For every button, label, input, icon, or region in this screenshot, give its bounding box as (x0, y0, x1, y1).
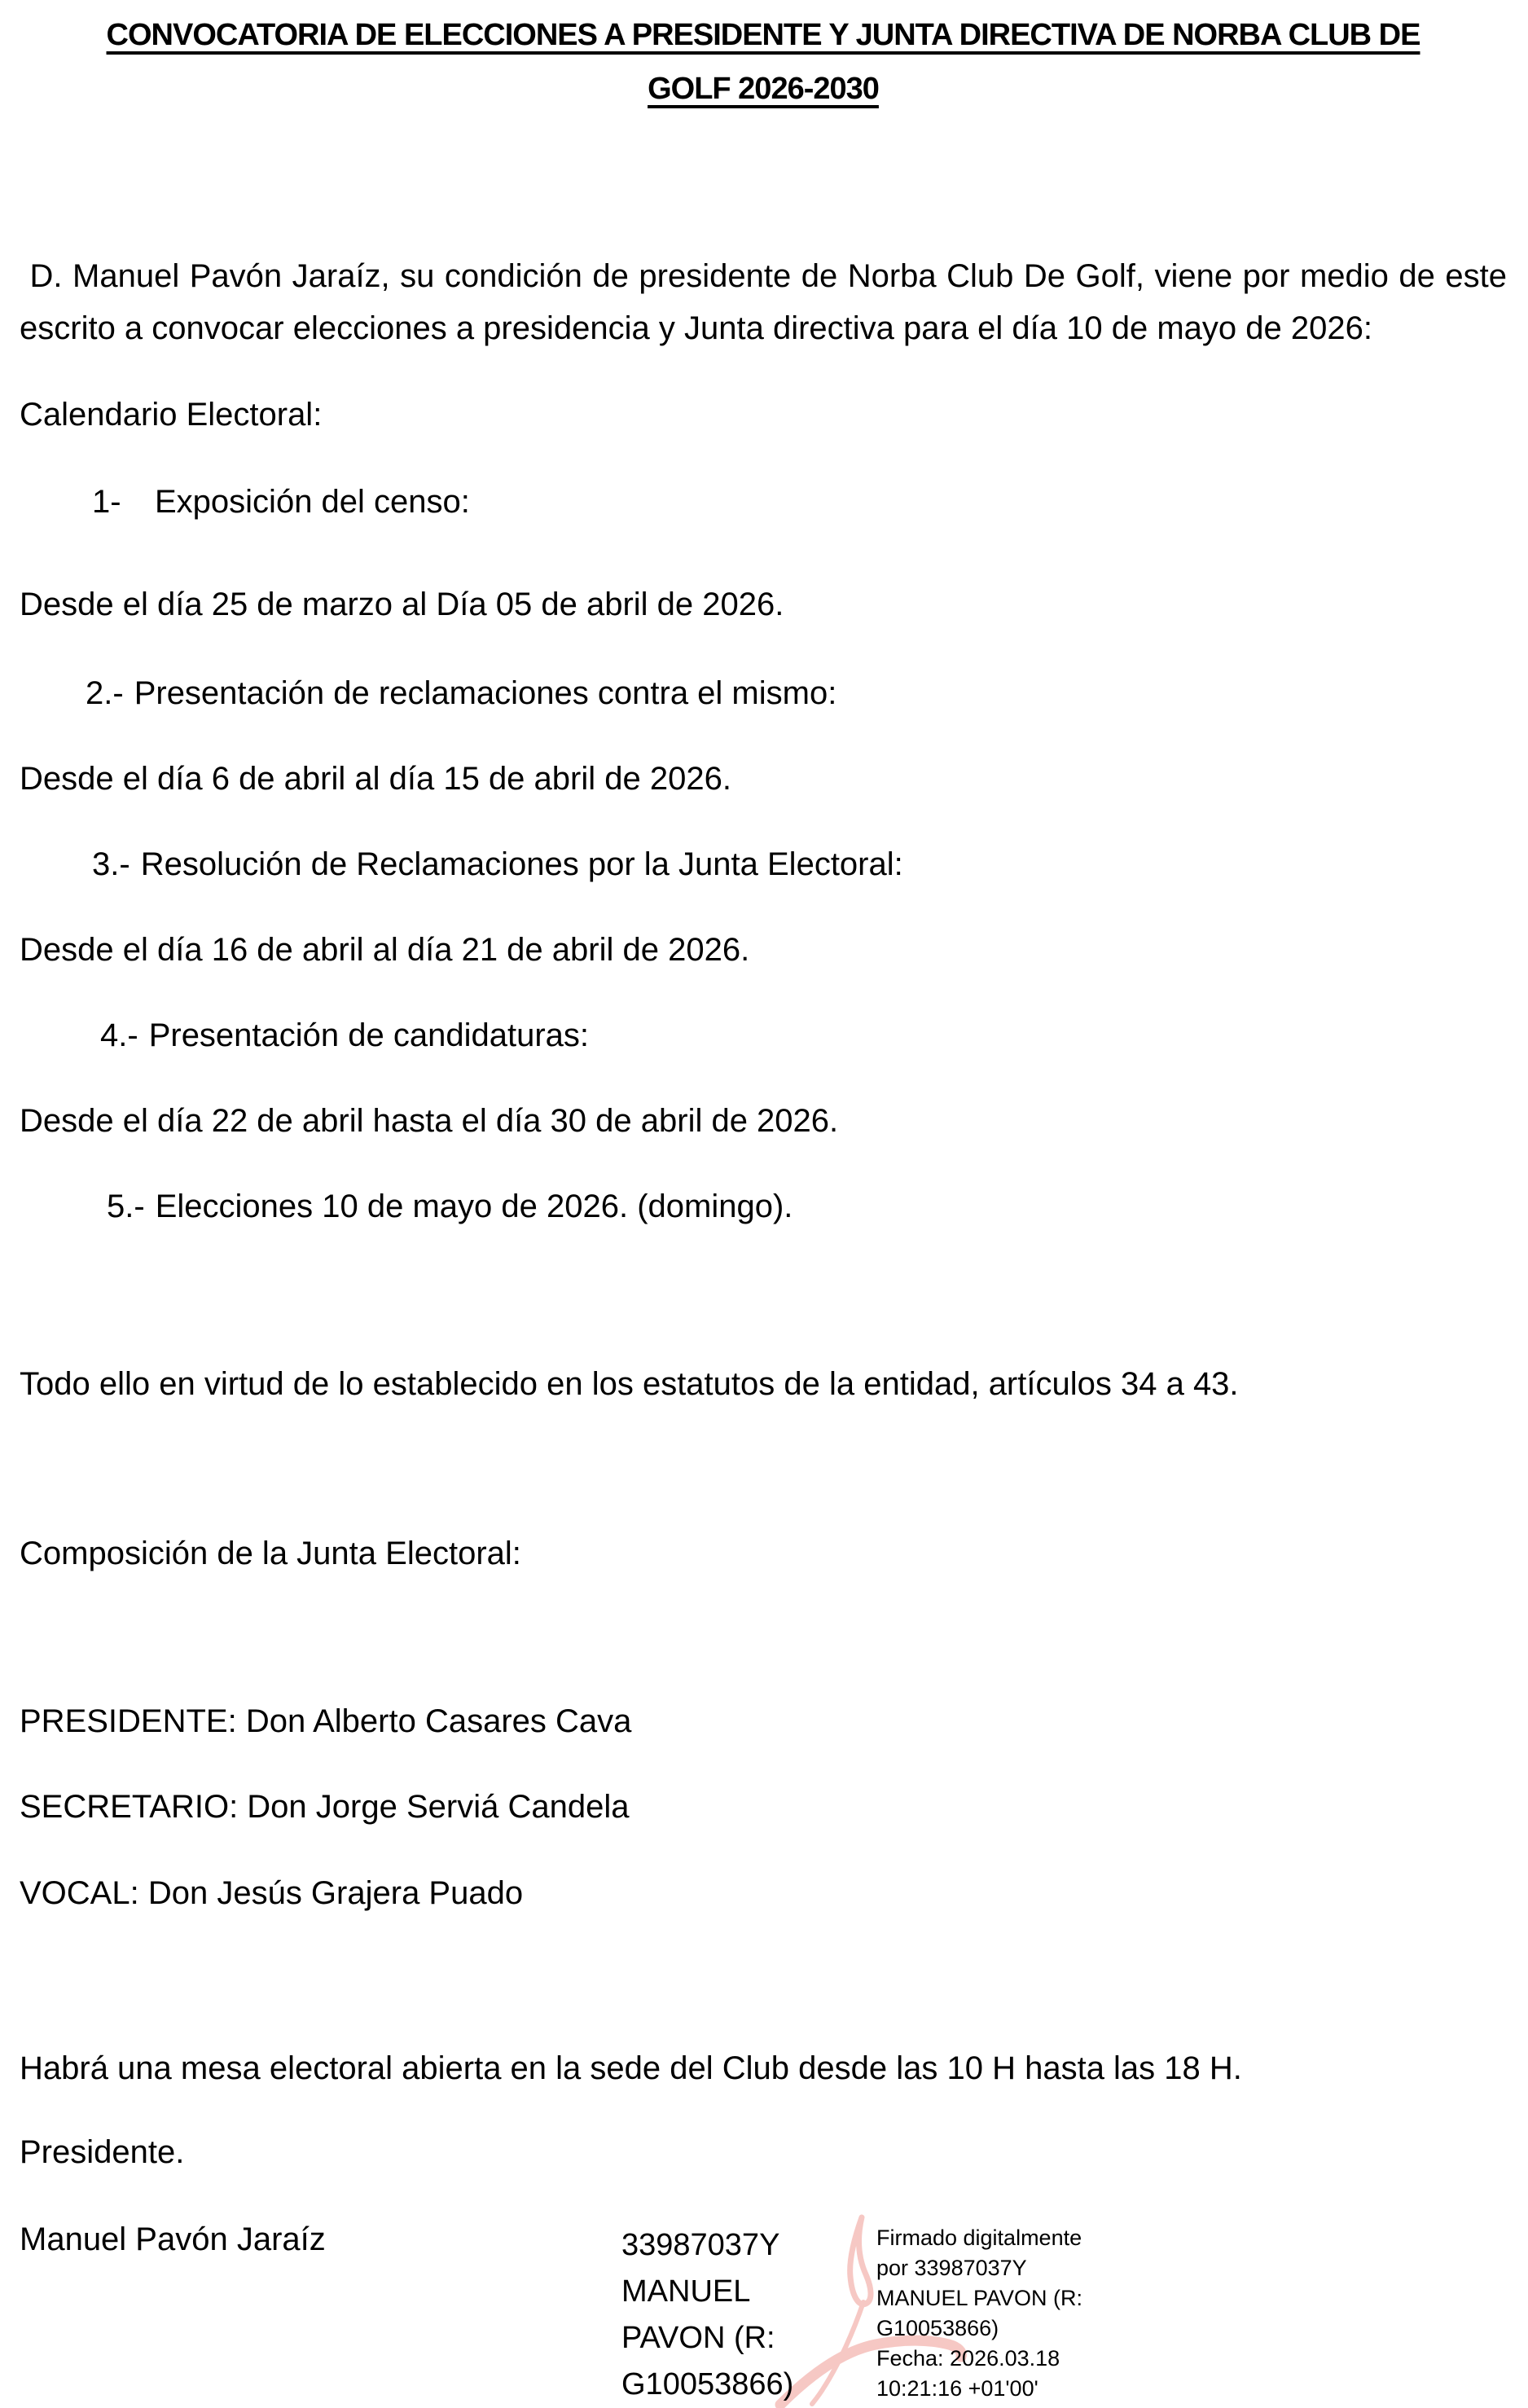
calendar-item-4-label: Presentación de candidaturas: (148, 1017, 590, 1053)
signature-subject-line: MANUEL (621, 2274, 751, 2309)
calendar-item-2 (86, 667, 1507, 719)
calendar-item-4-date: Desde el día 22 de abril hasta el día 30 de abril de 2026. (20, 1103, 839, 1139)
calendar-item-3-date: Desde el día 16 de abril al día 21 de abril de 2026. (20, 932, 750, 968)
calendar-item-1 (92, 476, 1507, 528)
calendar-item-3-label: Resolución de Reclamaciones por la Junta Electoral: (140, 846, 903, 882)
calendar-item-1-marker: 1- (92, 484, 121, 520)
signature-details-line: Fecha: 2026.03.18 (876, 2346, 1060, 2371)
document-title-line-1: CONVOCATORIA DE ELECCIONES A PRESIDENTE Y JUNTA DIRECTIVA DE NORBA CLUB DE (106, 18, 1420, 52)
digital-signature-details (876, 2223, 1082, 2404)
signature-subject-line: PAVON (R: (621, 2321, 775, 2355)
calendar-heading: Calendario Electoral: (20, 397, 323, 433)
signature-details-line: MANUEL PAVON (R: (876, 2286, 1083, 2310)
signature-subject-line: 33987037Y (621, 2228, 780, 2262)
board-secretary: SECRETARIO: Don Jorge Serviá Candela (20, 1789, 630, 1825)
closing-role: Presidente. (20, 2134, 185, 2170)
calendar-item-4-marker: 4.- (100, 1017, 138, 1053)
calendar-item-5-label: Elecciones 10 de mayo de 2026. (domingo). (155, 1189, 793, 1224)
calendar-item-4 (100, 1009, 1507, 1061)
document-title (20, 8, 1507, 116)
signature-details-line: 10:21:16 +01'00' (876, 2376, 1038, 2401)
calendar-item-5-marker: 5.- (107, 1189, 145, 1224)
intro-paragraph: D. Manuel Pavón Jaraíz, su condición de presidente de Norba Club De Golf, viene por medio de este escrito a convocar elecciones a presidencia y Junta directiva para el día 10 de mayo de 2026: (20, 258, 1517, 346)
calendar-item-1-label: Exposición del censo: (155, 484, 470, 520)
document-title-line-2: GOLF 2026-2030 (648, 72, 879, 106)
signature-details-line: G10053866) (876, 2316, 999, 2340)
calendar-item-2-label: Presentación de reclamaciones contra el mismo: (134, 675, 837, 711)
calendar-item-5 (107, 1180, 1507, 1233)
board-president: PRESIDENTE: Don Alberto Casares Cava (20, 1703, 632, 1739)
calendar-item-2-marker: 2.- (86, 675, 124, 711)
signature-details-line: Firmado digitalmente (876, 2226, 1082, 2250)
calendar-item-2-date: Desde el día 6 de abril al día 15 de abril de 2026. (20, 761, 731, 797)
digital-signature-subject (621, 2222, 793, 2408)
signature-details-line: por 33987037Y (876, 2256, 1027, 2280)
closing-name: Manuel Pavón Jaraíz (20, 2221, 326, 2257)
calendar-item-3 (92, 838, 1507, 890)
signature-subject-line: G10053866) (621, 2367, 794, 2401)
board-heading: Composición de la Junta Electoral: (20, 1536, 521, 1571)
polling-note: Habrá una mesa electoral abierta en la sede del Club desde las 10 H hasta las 18 H. (20, 2050, 1242, 2086)
board-vocal: VOCAL: Don Jesús Grajera Puado (20, 1875, 524, 1911)
calendar-item-1-date: Desde el día 25 de marzo al Día 05 de abril de 2026. (20, 587, 784, 622)
calendar-item-3-marker: 3.- (92, 846, 130, 882)
statutes-note: Todo ello en virtud de lo establecido en los estatutos de la entidad, artículos 34 a 43. (20, 1366, 1239, 1402)
